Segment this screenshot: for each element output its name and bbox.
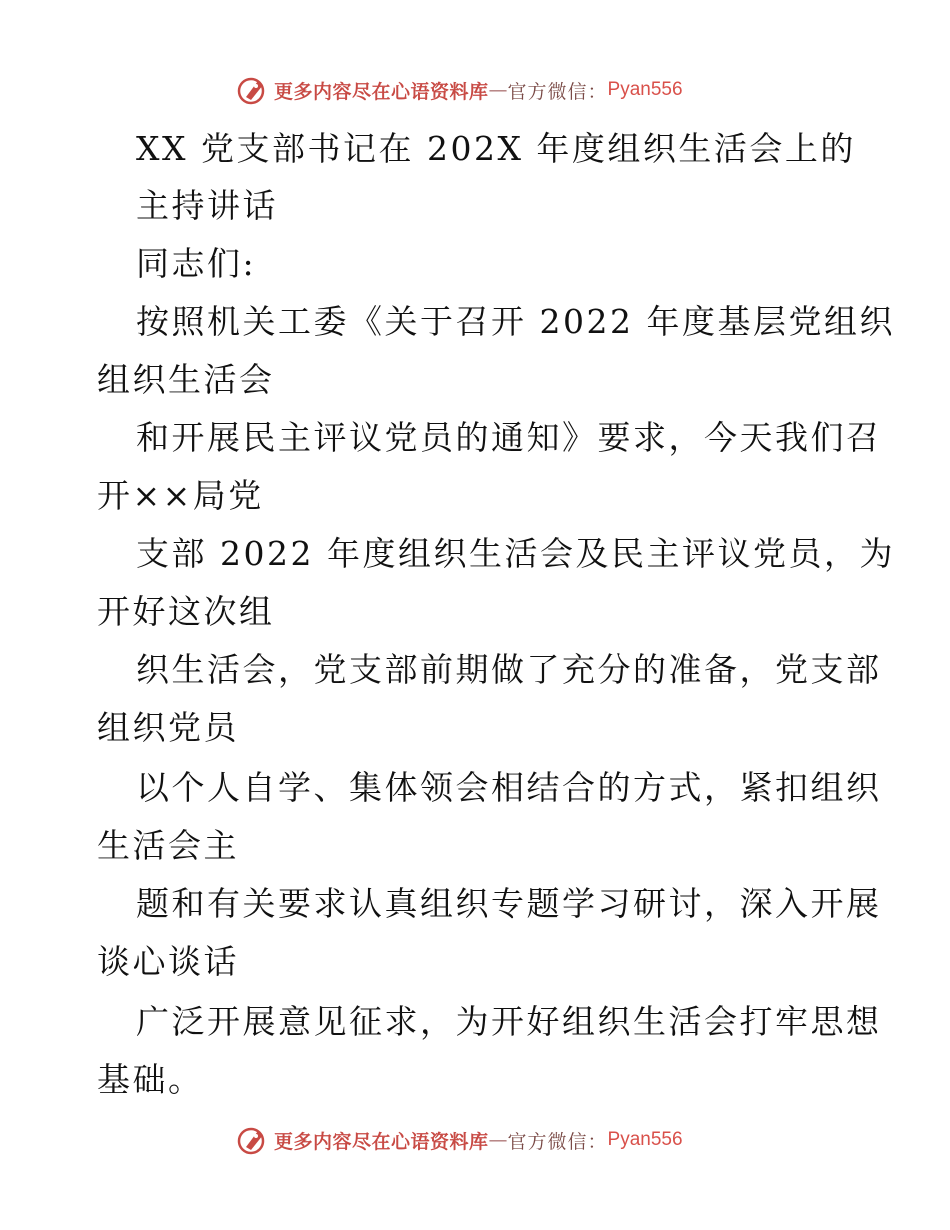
text-line: 组织党员 xyxy=(97,708,239,747)
text-line: 题和有关要求认真组织专题学习研讨，深入开展 xyxy=(136,884,882,923)
banner-main-text: 更多内容尽在心语资料库 xyxy=(274,1130,489,1153)
text-line: 按照机关工委《关于召开 2022 年度基层党组织 xyxy=(136,302,895,341)
text-line: 开好这次组 xyxy=(97,592,275,631)
text-line: 基础。 xyxy=(97,1060,204,1099)
text-line: 生活会主 xyxy=(97,826,239,865)
title-line-1: XX 党支部书记在 202X 年度组织生活会上的 xyxy=(136,129,856,168)
text-line: 组织生活会 xyxy=(97,360,275,399)
title-line-2: 主持讲话 xyxy=(136,186,278,225)
pen-nib-logo-icon xyxy=(236,1123,270,1157)
banner-separator: — xyxy=(488,79,508,101)
banner-separator: — xyxy=(488,1129,508,1151)
header-watermark-banner xyxy=(236,72,683,108)
banner-wechat-id: Pyan556 xyxy=(607,1129,683,1150)
banner-wechat-label: 官方微信： xyxy=(507,1130,608,1153)
text-line: 广泛开展意见征求，为开好组织生活会打牢思想 xyxy=(136,1002,882,1041)
text-line: 开××局党 xyxy=(97,476,264,515)
pen-nib-logo-icon xyxy=(236,73,270,107)
salutation: 同志们: xyxy=(136,244,257,283)
banner-wechat-id: Pyan556 xyxy=(607,79,683,100)
footer-watermark-banner xyxy=(236,1122,683,1158)
banner-main-text: 更多内容尽在心语资料库 xyxy=(274,80,489,103)
text-line: 织生活会，党支部前期做了充分的准备，党支部 xyxy=(136,650,882,689)
text-line: 以个人自学、集体领会相结合的方式，紧扣组织 xyxy=(136,768,882,807)
text-line: 支部 2022 年度组织生活会及民主评议党员，为 xyxy=(136,534,895,573)
banner-wechat-label: 官方微信： xyxy=(507,80,608,103)
text-line: 谈心谈话 xyxy=(97,942,239,981)
text-line: 和开展民主评议党员的通知》要求，今天我们召 xyxy=(136,418,882,457)
